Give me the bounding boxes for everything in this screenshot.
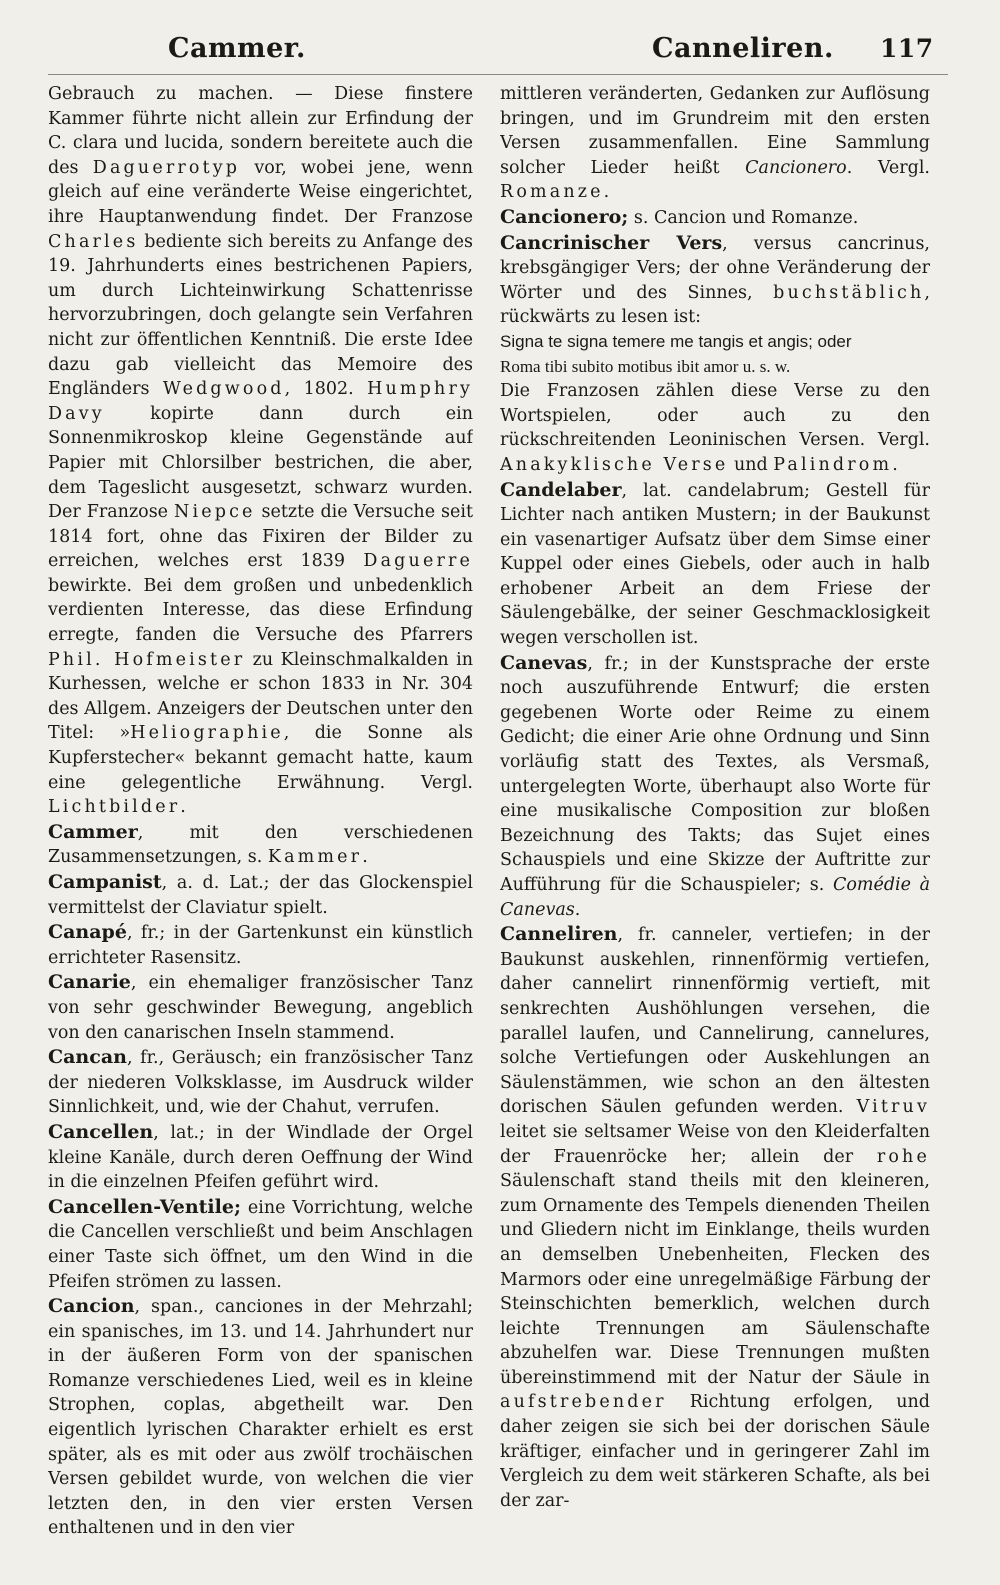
entry-headword: Canevas: [500, 651, 588, 674]
dictionary-entry: [48, 970, 473, 1045]
text-run: , die Sonne als Kupferstecher« bekannt gemacht hatte, kaum eine gelegentliche Erwähnung. Vergl.: [48, 723, 473, 793]
text-run: . Vergl.: [846, 157, 930, 178]
text-run: bediente sich bereits zu Anfange des 19. Jahrhunderts eines bestrichenen Papiers, um durch Lichteinwirkung Schattenrisse hervorzubringen, doch gelangte sein Verfahren nicht zur öffentlichen Kenntniß. Die erste Idee dazu gab vielleicht das Memoire des Engländers: [48, 231, 473, 400]
text-run: .: [603, 182, 610, 203]
dictionary-entry: [48, 1294, 473, 1541]
italic-term: Comédie à Canevas: [500, 875, 930, 920]
text-run: .: [574, 899, 581, 920]
verse-example: [500, 330, 930, 355]
spaced-emphasis: Romanze: [500, 182, 604, 203]
dictionary-entry: [500, 651, 930, 923]
text-run: , fr. canneler, vertiefen; in der Baukunst auskehlen, rinnenförmig vertiefen, daher cannelirt rinnenförmig vertieft, mit senkrechten Aushöhlungen versehen, die parallel laufen, und Cannelirung, cannelures, solche Vertiefungen oder Auskehlungen an Säulenstämmen, wie schon an den ältesten dorischen Säulen gefunden werden.: [500, 925, 930, 1118]
text-run: , lat. candelabrum; Gestell für Lichter nach antiken Mustern; in der Baukunst ein vasenartiger Aufsatz über dem Simse einer Kuppel oder eines Giebels, oder auch in halb erhobener Arbeit an dem Friese der Säulengebälke, der seiner Geschmacklosigkeit wegen verschollen ist.: [500, 480, 930, 649]
text-run: Richtung erfolgen, und daher zeigen sie sich bei der dorischen Säule kräftiger, einfacher und in geringerer Zahl im Vergleich zu dem weit stärkeren Schafte, als bei der zar-: [500, 1392, 930, 1511]
text-run: Roma tibi subito motibus ibit amor u. s. w.: [500, 356, 791, 376]
text-run: Gebrauch zu machen. — Diese finstere Kammer führte nicht allein zur Erfindung der C. clara und lucida, sondern bereitete auch die des: [48, 84, 473, 178]
paragraph: [500, 82, 930, 205]
text-run: Signa te signa temere me tangis et angis; oder: [500, 331, 852, 351]
spaced-emphasis: rohe: [876, 1146, 930, 1167]
text-run: , fr.; in der Kunstsprache der erste noch auszuführende Entwurf; die ersten gegebenen Worte oder Reime zu einem Gedicht; die einer Arie ohne Ordnung und Sinn vorläufig statt des Textes, als Versmaß, untergelegten Worte, überhaupt also Worte für eine musikalische Composition zur bloßen Bezeichnung des Takts; das Sujet eines Schauspiels und eine Skizze der Auftritte zur Aufführung für die Schauspieler; s.: [500, 653, 930, 895]
dictionary-entry: [48, 820, 473, 870]
entry-headword: Canneliren: [500, 923, 618, 946]
text-run: .: [892, 454, 898, 475]
entry-headword: Cancellen-Ventile;: [48, 1195, 241, 1218]
entry-headword: Campanist: [48, 871, 162, 893]
running-head-left: Cammer.: [168, 33, 306, 64]
dictionary-entry: [48, 1120, 473, 1195]
text-run: vor, wobei jene, wenn gleich auf eine veränderte Weise eingerichtet, ihre Hauptanwendung findet. Der Franzose: [48, 157, 473, 227]
text-run: s. Cancion und Romanze.: [628, 207, 859, 228]
left-column: [48, 82, 473, 1547]
text-run: , mit den verschiedenen Zusammensetzungen, s.: [48, 822, 473, 868]
entry-headword: Candelaber: [500, 478, 622, 501]
text-run: Säulenschaft stand theils mit den kleineren, zum Ornamente des Tempels dienenden Theilen und Gliedern nicht im Einklange, theils wurden an demselben Unebenheiten, Flecken des Marmors oder eine unregelmäßige Färbung der Steinschichten bemerklich, welchen durch leichte Trennungen am Säulenschafte abzuhelfen war. Diese Trennungen mußten übereinstimmend mit der Natur der Säule in: [500, 1171, 930, 1388]
dictionary-entry: [500, 922, 930, 1513]
paragraph: [500, 379, 930, 477]
spaced-emphasis: Charles: [48, 231, 139, 252]
entry-headword: Cancionero;: [500, 205, 629, 228]
spaced-emphasis: Palindrom: [773, 454, 893, 475]
spaced-emphasis: Phil. Hofmeister: [48, 649, 246, 670]
text-run: kopirte dann durch ein Sonnenmikroskop kleine Gegenstände auf Papier mit Chlorsilber bestrichen, die aber, dem Tageslicht ausgesetzt, schwarz wurden. Der Franzose: [48, 403, 473, 523]
text-run: , versus cancrinus, krebsgängiger Vers; der ohne Veränderung der Wörter und des Sinnes,: [500, 233, 930, 303]
spaced-emphasis: Humphry Davy: [48, 379, 473, 424]
text-run: , rückwärts zu lesen ist:: [500, 282, 930, 328]
page-number: 117: [880, 34, 934, 63]
text-run: , fr., Geräusch; ein französischer Tanz der niederen Volksklasse, im Ausdruck wilder Sinnlichkeit, und, wie der Chahut, verrufen.: [48, 1048, 473, 1118]
dictionary-entry: [48, 920, 473, 970]
header-rule: [48, 74, 948, 75]
dictionary-entry: [48, 1195, 473, 1294]
text-run: Die Franzosen zählen diese Verse zu den Wortspielen, oder auch zu den rückschreitenden Leoninischen Versen. Vergl.: [500, 381, 930, 451]
spaced-emphasis: Daguerrotyp: [92, 157, 241, 178]
entry-headword: Canapé: [48, 921, 127, 944]
paragraph: [48, 82, 473, 820]
entry-headword: Cammer: [48, 820, 138, 843]
italic-term: Cancionero: [745, 157, 847, 178]
text-run: zu Kleinschmalkalden in Kurhessen, welche er schon 1833 in Nr. 304 des Allgem. Anzeigers der Deutschen unter den Titel: »: [48, 649, 473, 744]
text-run: .: [180, 797, 186, 818]
text-run: mittleren veränderten, Gedanken zur Auflösung bringen, und im Grundreim mit den ersten Versen zusammenfallen. Eine Sammlung solcher Lieder heißt: [500, 84, 930, 178]
text-run: setzte die Versuche seit 1814 fort, ohne das Fixiren der Bilder zu erreichen, welches erst 1839: [48, 502, 473, 572]
text-run: bewirkte. Bei dem großen und unbedenklich verdienten Interesse, das diese Erfindung erregte, fanden die Versuche des Pfarrers: [48, 575, 473, 646]
spaced-emphasis: Niepce: [174, 502, 256, 523]
text-run: , lat.; in der Windlade der Orgel kleine Kanäle, durch deren Oeffnung der Wind in die einzelnen Pfeifen geführt wird.: [48, 1122, 473, 1193]
text-run: , 1802.: [284, 379, 368, 400]
spaced-emphasis: Vitruv: [856, 1097, 930, 1118]
right-column: [500, 82, 930, 1547]
dictionary-entry: [500, 205, 930, 231]
spaced-emphasis: buchstäblich: [773, 282, 925, 303]
dictionary-entry: [500, 231, 930, 330]
running-head-right: Canneliren.: [652, 33, 834, 64]
entry-headword: Cancrinischer Vers: [500, 231, 723, 254]
text-run: und: [728, 454, 774, 475]
spaced-emphasis: Wedgwood: [162, 379, 285, 400]
text-run: .: [362, 847, 368, 868]
entry-headword: Canarie: [48, 971, 131, 994]
dictionary-entry: [48, 1045, 473, 1120]
spaced-emphasis: Lichtbilder: [48, 797, 181, 818]
dictionary-entry: [48, 870, 473, 920]
text-run: eine Vorrichtung, welche die Cancellen verschließt und beim Anschlagen einer Taste sich öffnet, um den Wind in die Pfeifen strömen zu lassen.: [48, 1197, 473, 1292]
text-run: leitet sie seltsamer Weise von den Kleiderfalten der Frauenröcke her; allein der: [500, 1121, 930, 1167]
spaced-emphasis: Daguerre: [363, 551, 473, 572]
spaced-emphasis: Anakyklische Verse: [500, 454, 729, 475]
verse-example: [500, 355, 930, 380]
text-run: , a. d. Lat.; der das Glockenspiel vermittelst der Claviatur spielt.: [48, 873, 473, 918]
entry-headword: Cancion: [48, 1295, 135, 1318]
text-run: , span., canciones in der Mehrzahl; ein spanisches, im 13. und 14. Jahrhundert nur in der äußeren Form von der spanischen Romanze verschiedenes Lied, weil es in kleine Strophen, coplas, abgetheilt war. Den eigentlich lyrischen Charakter erhielt es erst später, als es mit oder aus zwölf trochäischen Versen gebildet wurde, von welchen die vier letzten den, in den vier ersten Versen enthaltenen und in den vier: [48, 1297, 473, 1539]
entry-headword: Cancellen: [48, 1120, 154, 1143]
spaced-emphasis: Kammer: [267, 847, 363, 868]
entry-headword: Cancan: [48, 1046, 127, 1069]
spaced-emphasis: aufstrebender: [500, 1392, 667, 1413]
spaced-emphasis: Heliographie: [130, 723, 284, 744]
dictionary-entry: [500, 478, 930, 651]
text-run: , ein ehemaliger französischer Tanz von sehr geschwinder Bewegung, angeblich von den canarischen Inseln stammend.: [48, 973, 473, 1043]
text-run: , fr.; in der Gartenkunst ein künstlich errichteter Rasensitz.: [48, 923, 473, 968]
